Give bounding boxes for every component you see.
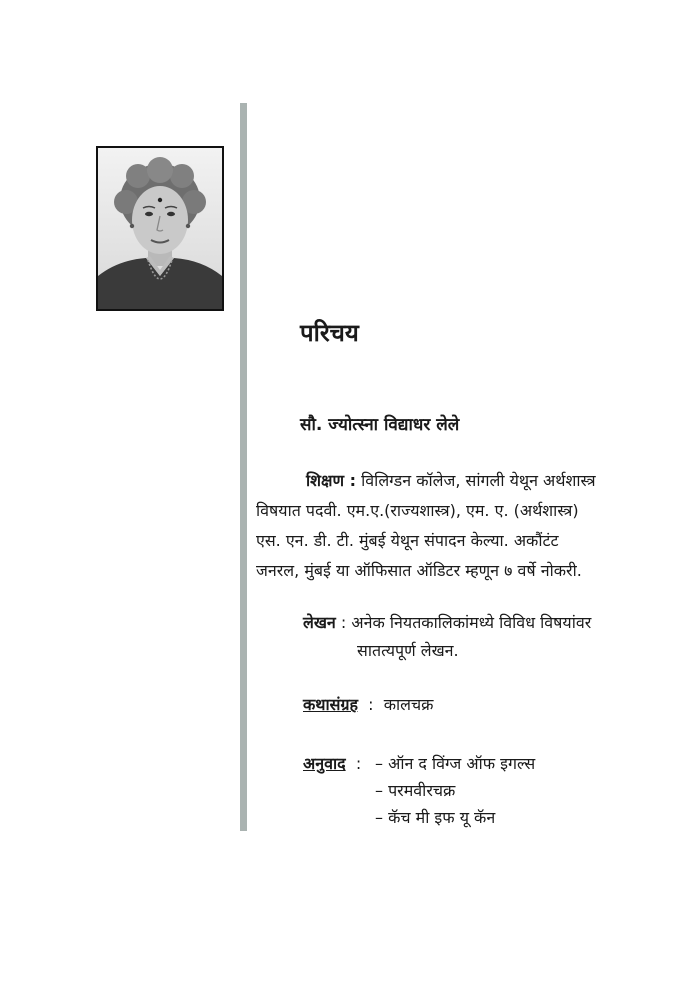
writing-text-2: सातत्यपूर्ण लेखन. (357, 641, 459, 660)
translation-section (303, 750, 535, 831)
writing-label: लेखन (303, 613, 336, 632)
author-photo (96, 146, 224, 311)
education-line-1 (256, 466, 608, 496)
page-title: परिचय (300, 319, 359, 347)
translation-item: – ऑन द विंग्ज ऑफ इगल्स (375, 754, 536, 773)
vertical-divider (240, 103, 247, 831)
author-name: सौ. ज्योत्स्ना विद्याधर लेले (300, 415, 460, 435)
education-paragraph (256, 466, 608, 586)
translation-list (375, 750, 535, 831)
education-text-1: विलिग्डन कॉलेज, सांगली येथून अर्थशास्त्र (361, 471, 596, 490)
writing-text-1: अनेक नियतकालिकांमध्ये विविध विषयांवर (351, 613, 592, 632)
education-line-2: विषयात पदवी. एम.ए.(राज्यशास्त्र), एम. ए. (अर्थशास्त्र) (256, 501, 579, 520)
story-collection-section (303, 693, 433, 715)
writing-line-1 (303, 613, 591, 632)
writing-separator: : (340, 613, 347, 632)
education-label: शिक्षण : (306, 471, 357, 490)
translation-item: – परमवीरचक्र (375, 781, 456, 800)
writing-section (303, 609, 591, 665)
education-line-4: जनरल, मुंबई या ऑफिसात ऑडिटर म्हणून ७ वर्षे नोकरी. (256, 561, 582, 580)
author-portrait-image (98, 148, 222, 309)
education-line-3: एस. एन. डी. टी. मुंबई येथून संपादन केल्या. अकौंटंट (256, 531, 559, 550)
story-collection-separator: : (368, 695, 374, 714)
translation-label: अनुवाद (303, 754, 346, 773)
story-collection-label: कथासंग्रह (303, 695, 358, 714)
translation-heading (303, 750, 375, 831)
translation-separator: : (355, 754, 362, 773)
story-collection-value: कालचक्र (383, 695, 434, 714)
translation-item: – कॅच मी इफ यू कॅन (375, 808, 496, 827)
